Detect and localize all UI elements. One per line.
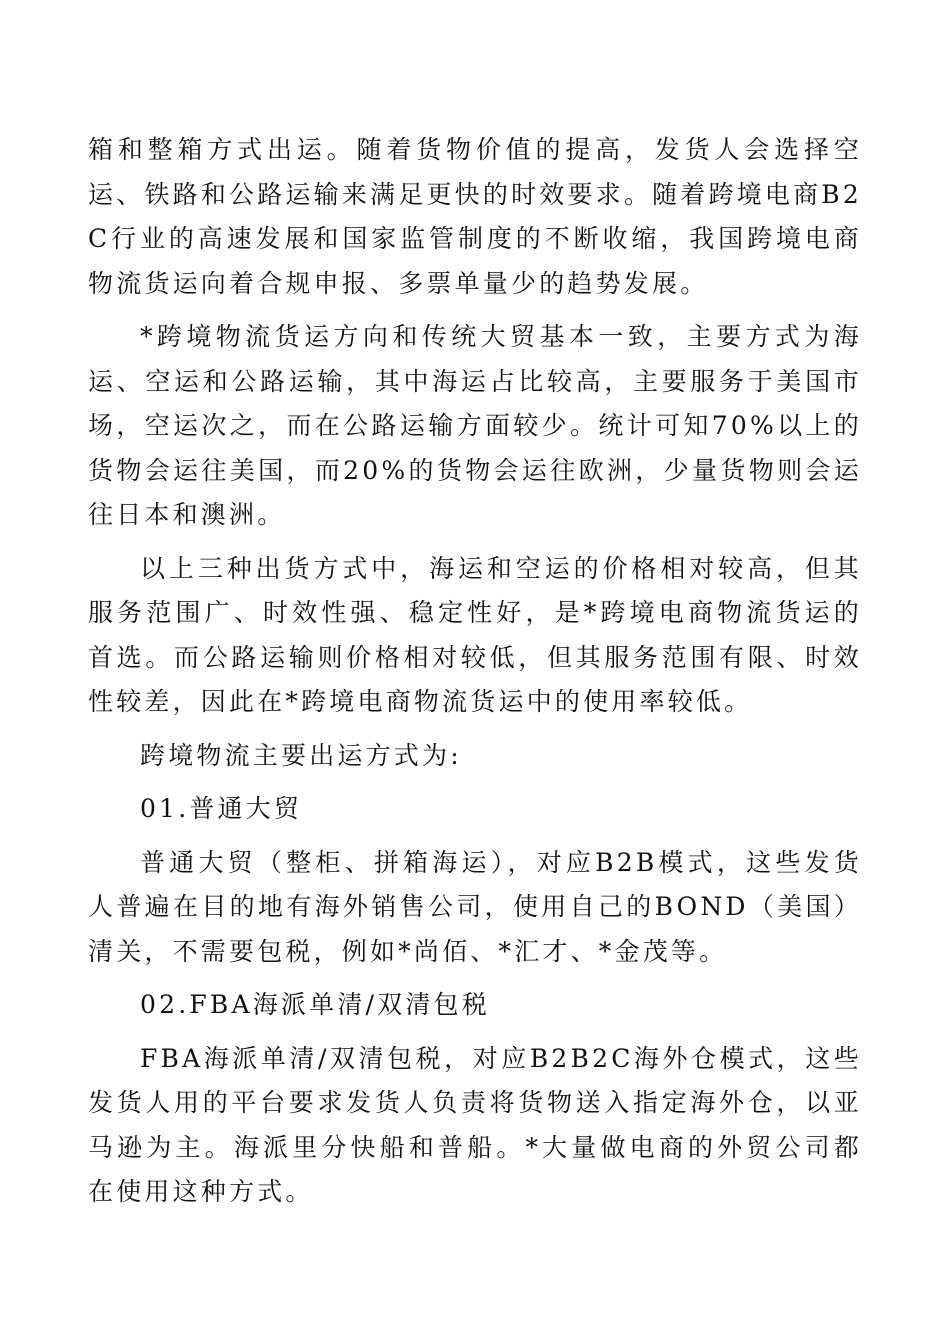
- section-heading-02: 02.FBA海派单清/双清包税: [140, 990, 490, 1019]
- paragraph-shipping-methods-intro: 跨境物流主要出运方式为:: [140, 740, 462, 770]
- paragraph-fba-shipping: FBA海派单清/双清包税，对应B2B2C海外仓模式，这些发货人用的平台要求发货人负责将货物送入指定海外仓，以亚马逊为主。海派里分快船和普船。*大量做电商的外贸公司都在使用这种方式。: [88, 1043, 862, 1206]
- section-heading-01: 01.普通大贸: [140, 794, 303, 823]
- paragraph-shipping-comparison: 以上三种出货方式中，海运和空运的价格相对较高，但其服务范围广、时效性强、稳定性好，是*跨境电商物流货运的首选。而公路运输则价格相对较低，但其服务范围有限、时效性较差，因此在*跨境电商物流货运中的使用率较低。: [88, 553, 862, 716]
- paragraph-general-trade: 普通大贸（整柜、拼箱海运），对应B2B模式，这些发货人普遍在目的地有海外销售公司，使用自己的BOND（美国）清关，不需要包税，例如*尚佰、*汇才、*金茂等。: [88, 847, 862, 966]
- paragraph-continuation: 箱和整箱方式出运。随着货物价值的提高，发货人会选择空运、铁路和公路运输来满足更快的时效要求。随着跨境电商B2C行业的高速发展和国家监管制度的不断收缩，我国跨境电商物流货运向着合规申报、多票单量少的趋势发展。: [88, 135, 862, 298]
- paragraph-freight-direction: *跨境物流货运方向和传统大贸基本一致，主要方式为海运、空运和公路运输，其中海运占比较高，主要服务于美国市场，空运次之，而在公路运输方面较少。统计可知70%以上的货物会运往美国，而20%的货物会运往欧洲，少量货物则会运往日本和澳洲。: [88, 322, 862, 529]
- document-body: [88, 128, 862, 1224]
